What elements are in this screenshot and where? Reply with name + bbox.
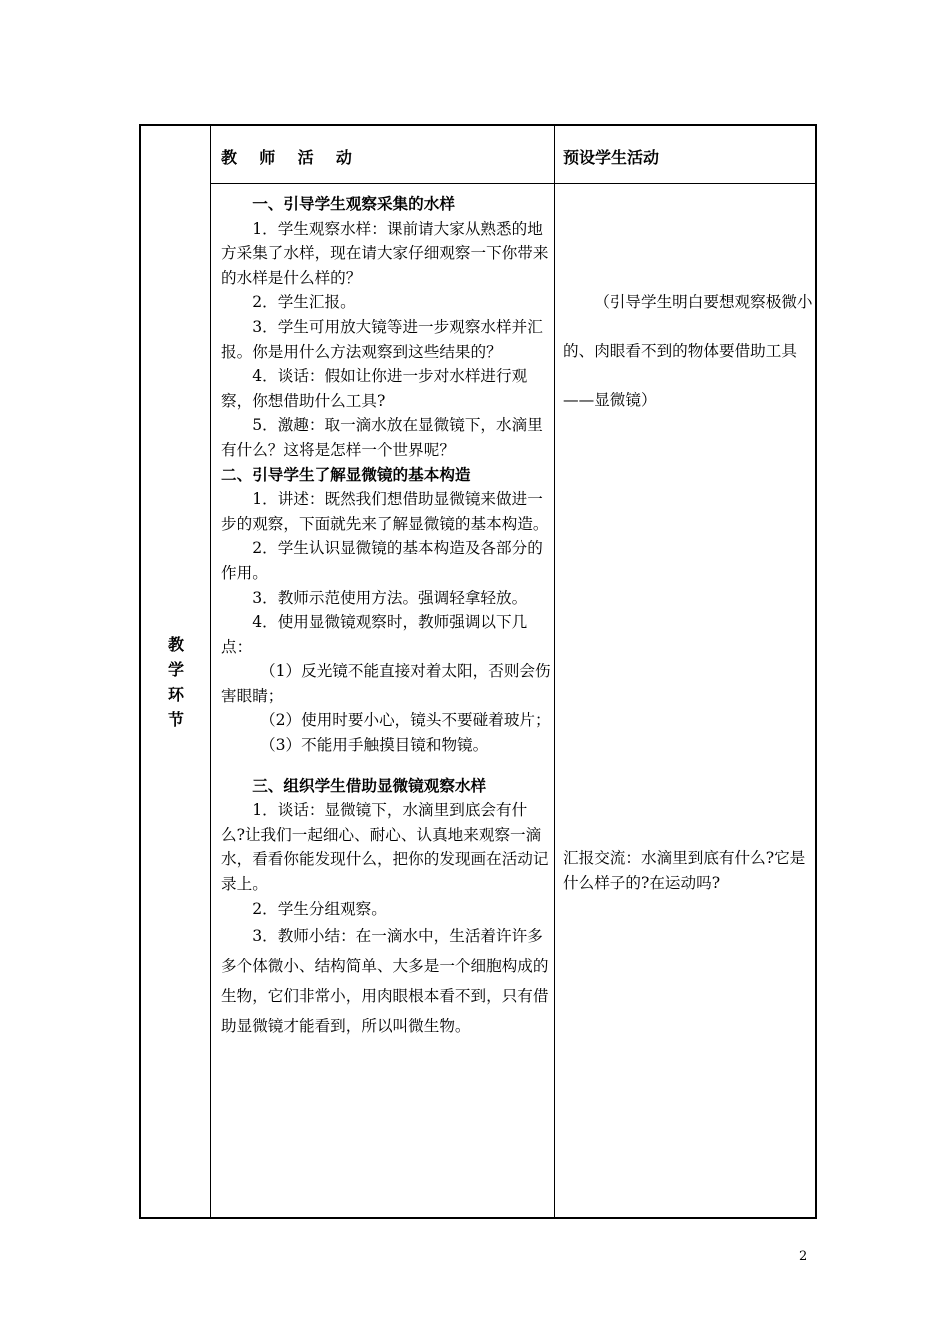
- section-heading: 一、引导学生观察采集的水样: [252, 195, 455, 213]
- spacer: [221, 758, 551, 774]
- section-label-char: 教: [167, 635, 184, 654]
- activity-item: 3．教师示范使用方法。强调轻拿轻放。: [252, 588, 528, 607]
- activity-item: 2．学生认识显微镜的基本构造及各部分的作用。: [221, 539, 543, 582]
- activity-item: 2．学生汇报。: [252, 293, 356, 312]
- activity-item: 1．讲述：既然我们想借助显微镜来做进一步的观察，下面就先来了解显微镜的基本构造。: [221, 490, 549, 533]
- table-header-row: [211, 126, 815, 184]
- section-heading: 三、组织学生借助显微镜观察水样: [252, 776, 487, 795]
- activity-item: 4．使用显微镜观察时，教师强调以下几点：: [221, 613, 528, 656]
- section-label-char: 学: [167, 660, 184, 679]
- lesson-plan-table: [139, 124, 817, 1219]
- column-divider: [554, 126, 555, 1217]
- section-label-char: 节: [167, 710, 184, 729]
- student-note-text: （引导学生明白要想观察极微小的、肉眼看不到的物体要借助工具——显微镜）: [563, 293, 813, 409]
- activity-subitem: （2）使用时要小心，镜头不要碰着玻片；: [260, 711, 551, 730]
- teacher-activity-cell: [221, 192, 551, 1041]
- activity-item: 3．学生可用放大镜等进一步观察水样并汇报。你是用什么方法观察到这些结果的？: [221, 317, 543, 361]
- section-label: [141, 632, 211, 732]
- teacher-activity-header: 教 师 活 动: [221, 148, 352, 167]
- activity-subitem: （3）不能用手触摸目镜和物镜。: [260, 736, 489, 755]
- section-label-char: 环: [167, 685, 184, 704]
- activity-item: 5．激趣：取一滴水放在显微镜下，水滴里有什么？这将是怎样一个世界呢？: [221, 416, 543, 459]
- student-activity-note: [563, 278, 813, 425]
- section-heading: 二、引导学生了解显微镜的基本构造: [221, 465, 471, 484]
- activity-item: 4．谈话：假如让你进一步对水样进行观察，你想借助什么工具?: [221, 367, 528, 410]
- activity-item: 1．学生观察水样：课前请大家从熟悉的地方采集了水样，现在请大家仔细观察一下你带来的水样是什么样的？: [221, 219, 549, 287]
- section-label-column: [141, 126, 211, 1217]
- activity-item: 1．谈话：显微镜下，水滴里到底会有什么?让我们一起细心、耐心、认真地来观察一滴水，看看你能发现什么，把你的发现画在活动记录上。: [221, 801, 549, 894]
- student-activity-note: [563, 846, 813, 895]
- page-number: 2: [799, 1249, 808, 1264]
- student-note-text: 汇报交流：水滴里到底有什么?它是什么样子的?在运动吗?: [563, 849, 806, 892]
- activity-subitem: （1）反光镜不能直接对着太阳，否则会伤害眼睛；: [221, 662, 551, 705]
- student-activity-header: 预设学生活动: [563, 148, 660, 167]
- activity-item: 2．学生分组观察。: [252, 899, 387, 918]
- activity-item: 3．教师小结：在一滴水中，生活着许许多多个体微小、结构简单、大多是一个细胞构成的生物，它们非常小，用肉眼根本看不到，只有借助显微镜才能看到，所以叫微生物。: [221, 927, 549, 1036]
